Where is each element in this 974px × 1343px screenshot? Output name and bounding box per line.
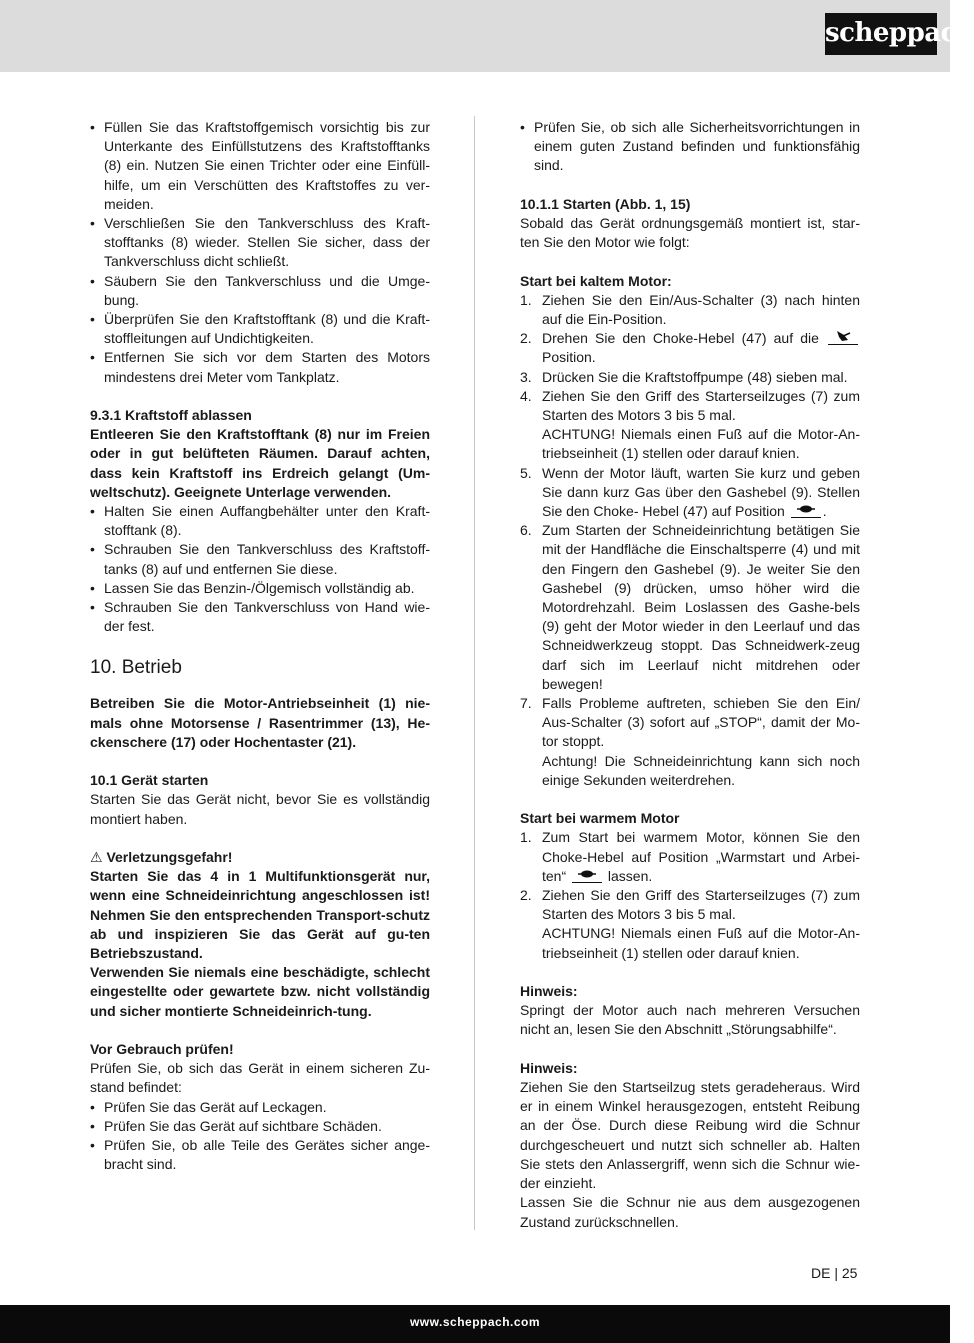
- left-column: [90, 118, 430, 1175]
- start-text: Starten Sie das Gerät nicht, bevor Sie es vollständig montiert haben.: [90, 791, 430, 827]
- list-item: [520, 886, 860, 963]
- list-item: • Überprüfen Sie den Kraftstofftank (8) und die Kraft-stoffleitungen auf Undichtigkeiten.: [90, 310, 430, 348]
- list-item: [520, 329, 860, 367]
- list-item: [520, 521, 860, 694]
- website-link[interactable]: www.scheppach.com: [409, 1315, 541, 1329]
- step-number: 1.: [520, 291, 532, 308]
- list-item: • Prüfen Sie, ob alle Teile des Gerätes sicher ange-bracht sind.: [90, 1136, 430, 1174]
- check-text: Prüfen Sie, ob sich das Gerät in einem sicheren Zu-stand befindet:: [90, 1060, 430, 1096]
- list-item: • Schrauben Sie den Tankverschluss von Hand wie-der fest.: [90, 598, 430, 636]
- step-number: 7.: [520, 695, 532, 712]
- check-heading: Vor Gebrauch prüfen!: [90, 1041, 234, 1058]
- step-text: Drehen Sie den Choke-Hebel (47) auf die: [542, 330, 819, 347]
- page-number: DE | 25: [811, 1265, 858, 1281]
- list-item: • Prüfen Sie, ob sich alle Sicherheitsvorrichtungen in einem guten Zustand befinden und funktionsfähig sind.: [520, 118, 860, 176]
- starting-heading: 10.1.1 Starten (Abb. 1, 15): [520, 195, 691, 212]
- choke-closed-icon: [828, 329, 858, 345]
- injury-heading: ⚠ Verletzungsgefahr!: [90, 849, 233, 866]
- injury-text: Starten Sie das 4 in 1 Multifunktionsgerät nur, wenn eine Schneideinrichtung angeschlossen ist! Nehmen Sie den entsprechenden Transport-schutz ab und inspizieren Sie das Gerät auf gu-ten Betriebszustand.: [90, 868, 430, 962]
- step-number: 1.: [520, 829, 532, 846]
- step-number: 3.: [520, 368, 532, 385]
- header-band: [0, 0, 950, 72]
- step-text: Zum Start bei warmem Motor, können Sie den Choke-Hebel auf Position „Warmstart und Arbei-ten“: [542, 829, 860, 884]
- list-item: • Füllen Sie das Kraftstoffgemisch vorsichtig bis zur Unterkante des Einfüllstutzens des Kraftstofftanks (8) ein. Nutzen Sie einen Trichter oder eine Einfüll-hilfe, um ein Verschütten des Kraftstoffes zu ver-meiden.: [90, 118, 430, 214]
- step-number: 2.: [520, 330, 532, 347]
- fuel-bullet-list: [90, 118, 430, 387]
- step-text: .: [822, 503, 827, 520]
- warm-start-heading: Start bei warmem Motor: [520, 810, 680, 827]
- drain-bullet-list: [90, 502, 430, 636]
- list-item: • Prüfen Sie das Gerät auf sichtbare Schäden.: [90, 1117, 430, 1136]
- step-text: Falls Probleme auftreten, schieben Sie den Ein/ Aus-Schalter (3) sofort auf „STOP“, damit der Mo-tor stoppt.: [542, 695, 860, 750]
- list-item: [520, 387, 860, 464]
- choke-open-icon: [791, 502, 821, 518]
- hint-text: Springt der Motor auch nach mehreren Versuchen nicht an, lesen Sie den Abschnitt „Störungsabhilfe“.: [520, 1002, 860, 1038]
- step-text: Position.: [542, 349, 596, 366]
- cold-start-heading: Start bei kaltem Motor:: [520, 272, 672, 289]
- safety-bullet-list: [520, 118, 860, 176]
- list-item: • Prüfen Sie das Gerät auf Leckagen.: [90, 1098, 430, 1117]
- list-item: [520, 828, 860, 886]
- step-text: lassen.: [607, 867, 653, 884]
- step-text: Drücken Sie die Kraftstoffpumpe (48) sieben mal.: [542, 368, 848, 385]
- right-column: [520, 118, 860, 1232]
- drain-warning: Entleeren Sie den Kraftstofftank (8) nur im Freien oder in gut belüfteten Räumen. Darauf achten, dass kein Kraftstoff ins Erdreich gelangt (Um-weltschutz). Geeignete Unterlage verwenden.: [90, 426, 430, 500]
- list-item: [520, 291, 860, 329]
- choke-open-icon: [572, 867, 602, 883]
- step-number: 4.: [520, 387, 532, 404]
- list-item: • Verschließen Sie den Tankverschluss des Kraft-stofftanks (8) wieder. Stellen Sie sicher, dass der Tankverschluss dicht schließt.: [90, 214, 430, 272]
- starting-intro: Sobald das Gerät ordnungsgemäß montiert ist, star-ten Sie den Motor wie folgt:: [520, 215, 860, 251]
- list-item: • Lassen Sie das Benzin-/Ölgemisch vollständig ab.: [90, 579, 430, 598]
- hint-heading: Hinweis:: [520, 1059, 578, 1076]
- step-number: 6.: [520, 522, 532, 539]
- step-note: ACHTUNG! Niemals einen Fuß auf die Motor-An-triebseinheit (1) stellen oder darauf knien.: [542, 925, 860, 961]
- operation-intro: Betreiben Sie die Motor-Antriebseinheit (1) nie-mals ohne Motorsense / Rasentrimmer (13), He-ckenschere (17) oder Hochentaster (21).: [90, 695, 430, 750]
- start-heading: 10.1 Gerät starten: [90, 772, 209, 789]
- list-item: • Entfernen Sie sich vor dem Starten des Motors mindestens drei Meter vom Tankplatz.: [90, 348, 430, 386]
- step-note: ACHTUNG! Niemals einen Fuß auf die Motor-An-triebseinheit (1) stellen oder darauf knien.: [542, 426, 860, 462]
- list-item: [520, 464, 860, 522]
- hint-heading: Hinweis:: [520, 983, 578, 1000]
- section-title: 10. Betrieb: [90, 657, 182, 679]
- hint-text: Ziehen Sie den Startseilzug stets geradeheraus. Wird er in einem Winkel herausgezogen, entsteht Reibung an der Öse. Durch diese Reibung wird die Schnur durchgescheuert und nutzt sich schneller ab. Halten Sie stets den Anlassergriff, wenn sich die Schnur wie-der einzieht.: [520, 1079, 860, 1192]
- step-number: 2.: [520, 887, 532, 904]
- scheppach-logo: scheppach: [825, 13, 937, 55]
- list-item: • Säubern Sie den Tankverschluss und die Umge-bung.: [90, 272, 430, 310]
- step-text: Wenn der Motor läuft, warten Sie kurz und geben Sie dann kurz Gas über den Gashebel (9). Stellen Sie den Choke- Hebel (47) auf Position: [542, 464, 860, 520]
- injury-text: Verwenden Sie niemals eine beschädigte, schlecht eingestellte oder gewartete bzw. nicht vollständig und sicher montierte Schneideinrich-tung.: [90, 964, 430, 1019]
- cold-start-steps: [520, 291, 860, 790]
- step-text: Ziehen Sie den Griff des Starterseilzuges (7) zum Starten des Motors 3 bis 5 mal.: [542, 887, 860, 923]
- step-text: Zum Starten der Schneideinrichtung betätigen Sie mit der Handfläche die Einschaltsperre (4) und mit den Fingern den Gashebel (9). Je weiter Sie den Gashebel (9) drücken, umso höher wird die Motordrehzahl. Beim Loslassen des Gashe-bels (9) geht der Motor wieder in den Leerlauf und das Schneidwerkzeug stoppt. Das Schneidwerk-zeug darf sich im Leerlauf nicht mitdrehen oder bewegen!: [542, 522, 860, 692]
- column-divider: [474, 116, 475, 1230]
- step-text: Ziehen Sie den Ein/Aus-Schalter (3) nach hinten auf die Ein-Position.: [542, 291, 860, 327]
- list-item: • Halten Sie einen Auffangbehälter unter den Kraft-stofftank (8).: [90, 502, 430, 540]
- list-item: [520, 368, 860, 387]
- hint-text: Lassen Sie die Schnur nie aus dem ausgezogenen Zustand zurückschnellen.: [520, 1194, 860, 1230]
- list-item: • Schrauben Sie den Tankverschluss des Kraftstoff-tanks (8) auf und entfernen Sie diese.: [90, 540, 430, 578]
- list-item: [520, 694, 860, 790]
- step-text: Ziehen Sie den Griff des Starterseilzuges (7) zum Starten des Motors 3 bis 5 mal.: [542, 387, 860, 424]
- warm-start-steps: [520, 828, 860, 962]
- step-note: Achtung! Die Schneideinrichtung kann sich noch einige Sekunden weiterdrehen.: [542, 752, 860, 788]
- check-bullet-list: [90, 1098, 430, 1175]
- step-number: 5.: [520, 464, 532, 481]
- drain-heading: 9.3.1 Kraftstoff ablassen: [90, 407, 252, 424]
